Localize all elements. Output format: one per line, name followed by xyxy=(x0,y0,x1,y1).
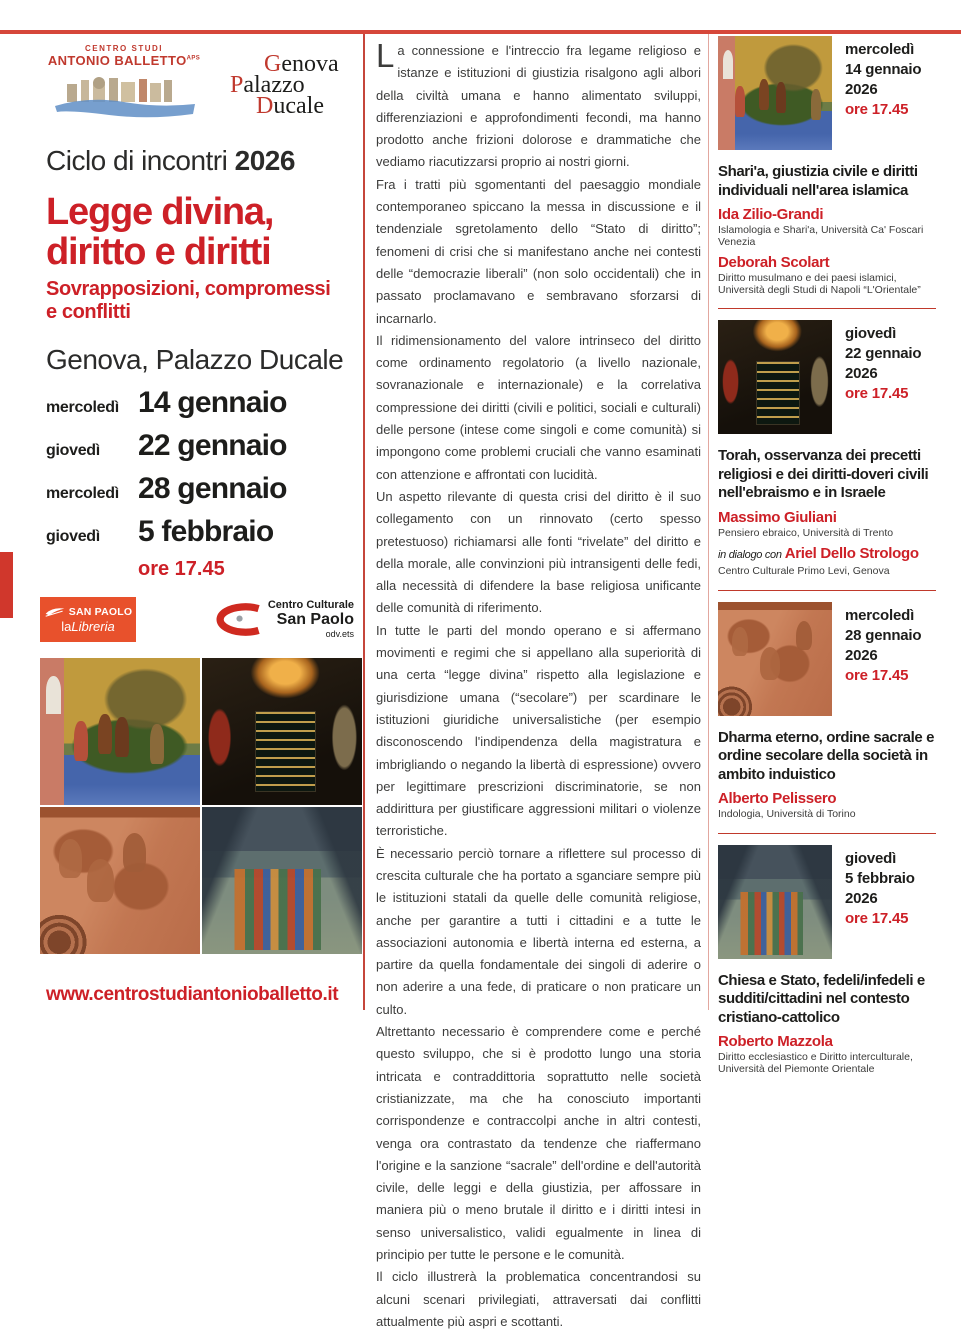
event-header xyxy=(718,602,936,716)
la-label: la xyxy=(61,618,72,634)
speaker xyxy=(718,1033,936,1075)
event-date: 14 gennaio 2026 xyxy=(845,61,922,98)
event-header xyxy=(718,36,936,150)
red-crescent-swoosh-icon xyxy=(206,603,264,636)
series-year: 2026 xyxy=(234,145,295,176)
hindu-relief-thumbnail xyxy=(718,602,832,716)
date-row xyxy=(46,515,348,549)
logo-initial-p: P xyxy=(230,72,244,98)
date-row xyxy=(46,386,348,420)
hindu-relief-artwork xyxy=(40,807,200,954)
event-card-torah xyxy=(718,320,936,591)
date-label: 22 gennaio xyxy=(138,429,287,462)
event-day: giovedì xyxy=(845,849,897,867)
left-edge-red-tab xyxy=(0,552,13,618)
website-link[interactable]: www.centrostudiantonioballetto.it xyxy=(46,984,339,1005)
centro-culturale-text xyxy=(268,600,354,639)
left-column xyxy=(46,44,354,1006)
artwork-collage xyxy=(40,658,362,954)
palazzo-ducale-logo xyxy=(230,51,339,119)
date-label: 14 gennaio xyxy=(138,386,287,419)
sponsor-row xyxy=(40,597,354,642)
title-line-2: diritto e diritti xyxy=(46,231,271,273)
date-label: 28 gennaio xyxy=(138,472,287,505)
event-date: 22 gennaio 2026 xyxy=(845,345,922,382)
fresco-thumbnail xyxy=(718,845,832,959)
speaker-affiliation: Islamologia e Shari'a, Università Ca' Foscari Venezia xyxy=(718,224,924,248)
body-paragraph xyxy=(376,37,701,174)
time-label: ore 17.45 xyxy=(138,558,225,580)
page-title xyxy=(46,192,348,272)
drop-cap: L xyxy=(376,37,395,74)
speaker-name: Roberto Mazzola xyxy=(718,1033,833,1050)
event-day: mercoledì xyxy=(845,41,915,58)
date-label: 5 febbraio xyxy=(138,515,274,548)
speaker xyxy=(718,509,936,540)
body-paragraph: Il ciclo illustrerà la problematica concentrandosi su alcuni scenari privilegiati, attraversati dai conflitti attualmente più aspri e scottanti. xyxy=(376,1269,701,1329)
date-row xyxy=(46,429,348,463)
event-card-sharia xyxy=(718,36,936,309)
event-day: giovedì xyxy=(845,325,897,342)
event-card-dharma xyxy=(718,602,936,834)
event-when xyxy=(845,845,936,959)
speaker-name: Deborah Scolart xyxy=(718,254,830,271)
page-subtitle xyxy=(46,278,348,324)
day-label: mercoledì xyxy=(46,399,119,416)
logo-initial-d: D xyxy=(256,93,274,119)
paragraph-text: a connessione e l'intreccio fra legame religioso e istanze e istituzioni di giustizia risalgono agli albori della civiltà umana e hanno alimentato sviluppi, differenziazioni e approfondimenti fecondi, ma hanno prodotto anche frizioni dolorose e drammatiche che vediamo riacutizzarsi proprio ai nostri giorni. xyxy=(376,43,701,170)
top-red-rule xyxy=(0,30,961,34)
speaker-affiliation: Pensiero ebraico, Università di Trento xyxy=(718,526,894,539)
persian-miniature-thumbnail xyxy=(718,36,832,150)
column-separator-right xyxy=(708,34,709,1010)
city-skyline-watercolor-icon xyxy=(49,68,199,120)
event-time: ore 17.45 xyxy=(845,101,909,118)
centro-culturale-san-paolo-logo xyxy=(206,600,354,639)
speaker xyxy=(718,790,936,821)
speaker-name-text: Ariel Dello Strologo xyxy=(784,545,919,562)
san-paolo-label-2: San Paolo xyxy=(276,611,354,628)
odv-ets-label: odv.ets xyxy=(325,629,354,639)
series-title xyxy=(46,145,348,177)
speaker-name: Ida Zilio-Grandi xyxy=(718,206,824,223)
event-header xyxy=(718,320,936,434)
san-paolo-libreria-logo xyxy=(40,597,136,642)
dialog-prefix: in dialogo con xyxy=(718,549,782,561)
event-date: 28 gennaio 2026 xyxy=(845,626,922,664)
san-paolo-logo-top xyxy=(44,606,132,618)
centro-studi-balletto-logo xyxy=(46,44,202,125)
body-paragraph: Un aspetto rilevante di questa crisi del diritto è il suo collegamento con un rinnovato (certo spesso pretestuoso) richiamarsi alle fonti “rivelate” del diritto e della morale, alle convinzioni più intransigenti delle fedi, alla necessità di difendere la base religiosa unificante delle comunità di riferimento. xyxy=(376,488,701,616)
speaker-name: Alberto Pelissero xyxy=(718,790,837,807)
event-title: Chiesa e Stato, fedeli/infedeli e sudditi/cittadini nel contesto cristiano-cattolico xyxy=(718,971,925,1026)
events-column xyxy=(718,36,936,1087)
speaker-affiliation: Centro Culturale Primo Levi, Genova xyxy=(718,565,890,577)
dates-list xyxy=(46,386,348,549)
logo-name: ANTONIO BALLETTO xyxy=(47,53,187,68)
day-label: giovedì xyxy=(46,528,100,545)
speaker xyxy=(718,206,936,248)
logo-initial-g: G xyxy=(264,51,282,77)
speaker xyxy=(718,545,936,578)
event-time: ore 17.45 xyxy=(845,666,909,684)
speaker-name: Massimo Giuliani xyxy=(718,508,837,526)
event-title: Dharma eterno, ordine sacrale e ordine secolare della società in ambito induistico xyxy=(718,728,935,783)
body-paragraph: Fra i tratti più sgomentanti del paesaggio mondiale contemporaneo spiccano la messa in discussione e il tendenziale sgretolamento dello “Stato di diritto”; fenomeni di crisi che si manifestano anche nei contesti delle “democrazie liberali” (non solo occidentali) che in passato proclamavano e sembravano sforzarsi di incarnarlo. xyxy=(376,176,701,326)
venue: Genova, Palazzo Ducale xyxy=(46,344,344,375)
body-paragraph: È necessario perciò tornare a riflettere sul processo di crescita culturale che ha portato a sganciare sempre più le istituzioni statali da quelle delle comunità religiose, anche per garantire a tutti i cittadini e a tutte le associazioni autonomia e libertà interna ed esterna, a partire da quella fondamentale dei singoli di aderire o non aderire a una fede, di praticare o non praticare un culto. xyxy=(376,845,701,1017)
column-separator-left xyxy=(363,34,365,1010)
speaker-affiliation: Diritto musulmano e dei paesi islamici, Università degli Studi di Napoli “L'Orientale” xyxy=(718,272,921,296)
body-paragraph: Il ridimensionamento del valore intrinseco del diritto come ordinamento regolatorio (a livello nazionale, sovranazionale e internazionale) e la correlativa compressione dei diritti (civili e politici, sociali e culturali) delle persone (intese come singoli e come comunità) si impongono come problemi cruciali che vanno esaminati con attenzione e affrontati con lucidità. xyxy=(376,332,701,482)
event-when xyxy=(845,320,936,434)
event-date: 5 febbraio 2026 xyxy=(845,869,915,907)
fresco-tribute-money-artwork xyxy=(202,807,362,954)
day-label: mercoledì xyxy=(46,485,119,502)
logo-palazzo-rest: alazzo xyxy=(243,72,305,98)
libreria-label: Libreria xyxy=(71,618,115,634)
san-paolo-label: SAN PAOLO xyxy=(68,605,133,618)
introduction-text-column xyxy=(376,37,701,1333)
logo-aps-suffix: APS xyxy=(186,55,201,62)
speaker-affiliation: Diritto ecclesiastico e Diritto interculturale, Università del Piemonte Orientale xyxy=(718,1051,913,1075)
event-when xyxy=(845,602,936,716)
logos-row xyxy=(46,44,348,130)
logo-text-centro-studi: CENTRO STUDI xyxy=(85,44,163,53)
event-header xyxy=(718,845,936,959)
event-when xyxy=(845,36,936,150)
event-time: ore 17.45 xyxy=(845,385,909,402)
day-label: giovedì xyxy=(46,442,100,459)
subtitle-line-2: e conflitti xyxy=(46,301,131,323)
event-title: Torah, osservanza dei precetti religiosi e dei diritti-doveri civili nell'ebraismo e in Israele xyxy=(718,447,929,501)
la-libreria-label xyxy=(61,619,114,634)
series-label: Ciclo di incontri xyxy=(46,145,235,176)
speaker-name xyxy=(718,545,936,564)
title-line-1: Legge divina, xyxy=(46,191,274,233)
logo-ducale xyxy=(256,93,339,119)
event-day: mercoledì xyxy=(845,606,915,624)
event-card-church-state xyxy=(718,845,936,1088)
torah-tablets-thumbnail xyxy=(718,320,832,434)
persian-miniature-artwork xyxy=(40,658,200,805)
centro-culturale-label: Centro Culturale xyxy=(267,599,354,611)
logo-genova-rest: enova xyxy=(281,51,339,77)
logo-ducale-rest: ucale xyxy=(273,93,324,119)
speaker xyxy=(718,254,936,296)
san-paolo-swoosh-icon xyxy=(44,606,66,618)
event-title: Shari'a, giustizia civile e diritti individuali nell'area islamica xyxy=(718,163,918,199)
body-paragraph: In tutte le parti del mondo operano e si affermano movimenti e regimi che si appellano alla superiorità di una certa “legge divina” rispetto alla legislazione e giurisdizione umana (“secolare”) per scardinare le istituzioni giuridiche universalistiche (per esempio disconoscendo l'indipendenza della magistratura e imbrigliando o negando la libertà di espressione) ovvero per legittimare prescrizioni discriminatorie, se non addirittura per giustificare aggressioni militari o violenze terroristiche. xyxy=(376,622,701,839)
logo-text-antonio-balletto xyxy=(46,53,202,68)
body-paragraph: Altrettanto necessario è comprendere come e perché questo sviluppo, che si è prodotto lungo una storia intricata e contraddittoria soprattutto nelle società cristianizzate, ma che ha conosciuto importanti corrispondenze e contraccolpi anche in altri contesti, venga ora contrastato da tendenze che riaffermano l'origine e la sanzione “sacrale” dell'ordine e dell'autorità civile, delle leggi e della giustizia, per affossare in maniera più o meno brutale il diritto e i diritti intesi in senso universalistico, validi egualmente in linea di principio per tutte le persone e le comunità. xyxy=(376,1024,701,1263)
subtitle-line-1: Sovrapposizioni, compromessi xyxy=(46,278,331,300)
date-row xyxy=(46,472,348,506)
event-time: ore 17.45 xyxy=(845,909,909,927)
speaker-affiliation: Indologia, Università di Torino xyxy=(718,808,856,820)
torah-tablets-artwork xyxy=(202,658,362,805)
